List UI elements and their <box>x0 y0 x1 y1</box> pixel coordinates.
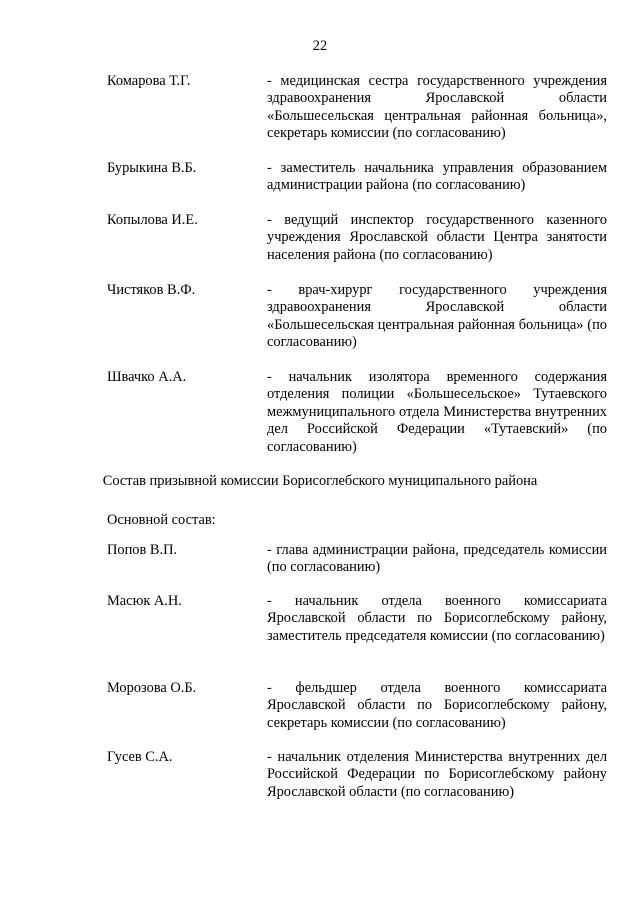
section-title: Состав призывной комиссии Борисоглебского муниципального района <box>102 473 538 489</box>
member-role: - врач-хирург государственного учреждения здравоохранения Ярославской области «Большесельская центральная районная больница» (по согласованию) <box>267 282 607 351</box>
member-role: - заместитель начальника управления образованием администрации района (по согласованию) <box>267 160 607 194</box>
member-name: Морозова О.Б. <box>107 680 197 696</box>
member-role: - фельдшер отдела военного комиссариата Ярославской области по Борисоглебскому району, секретарь комиссии (по согласованию) <box>267 680 607 731</box>
member-role: - ведущий инспектор государственного казенного учреждения Ярославской области Центра занятости населения района (по согласованию) <box>267 212 607 263</box>
member-name: Бурыкина В.Б. <box>107 160 197 176</box>
member-entry <box>107 369 607 459</box>
subsection-heading: Основной состав: <box>107 512 216 528</box>
member-name: Чистяков В.Ф. <box>107 282 196 298</box>
member-name: Комарова Т.Г. <box>107 73 191 89</box>
member-name: Масюк А.Н. <box>107 593 182 609</box>
member-entry <box>107 749 607 839</box>
member-role: - начальник отделения Министерства внутренних дел Российской Федерации по Борисоглебскому району Ярославской области (по согласованию) <box>267 749 607 800</box>
member-role: - начальник отдела военного комиссариата Ярославской области по Борисоглебскому району, заместитель председателя комиссии (по согласованию) <box>267 593 607 644</box>
member-name: Копылова И.Е. <box>107 212 198 228</box>
member-role: - глава администрации района, председатель комиссии (по согласованию) <box>267 542 607 576</box>
member-name: Гусев С.А. <box>107 749 173 765</box>
member-role: - начальник изолятора временного содержания отделения полиции «Большесельское» Тутаевского межмуниципального отдела Министерства внутренних дел Российской Федерации «Тутаевский» (по согласованию) <box>267 369 607 455</box>
member-name: Попов В.П. <box>107 542 178 558</box>
page-number: 22 <box>312 38 328 54</box>
member-name: Швачко А.А. <box>107 369 187 385</box>
member-role: - медицинская сестра государственного учреждения здравоохранения Ярославской области «Большесельская центральная районная больница», секретарь комиссии (по согласованию) <box>267 73 607 142</box>
member-entry <box>107 282 607 372</box>
member-entry <box>107 73 607 163</box>
member-entry <box>107 593 607 683</box>
